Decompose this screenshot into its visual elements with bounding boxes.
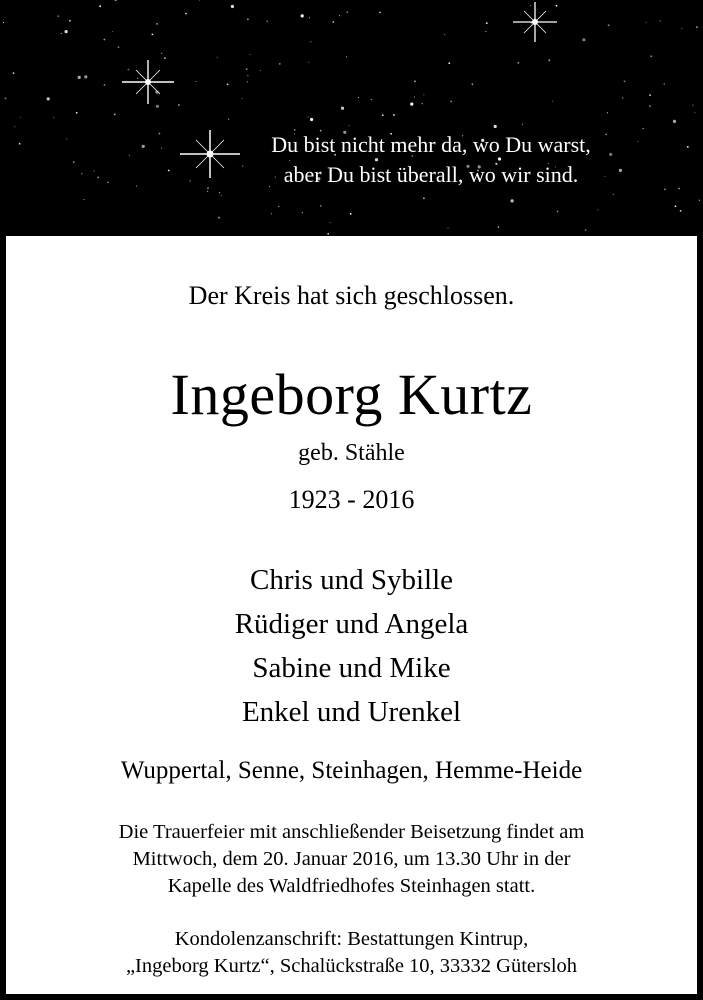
star-dot (371, 99, 372, 100)
star-dot (301, 14, 304, 17)
places-line: Wuppertal, Senne, Steinhagen, Hemme-Heide (120, 757, 583, 784)
star-dot (552, 101, 553, 102)
star-dot (94, 170, 95, 171)
star-dot (218, 217, 220, 219)
star-dot (622, 98, 623, 99)
star-dot (14, 126, 15, 127)
service-line-1: Die Trauerfeier mit anschließender Beisetzung findet am (118, 821, 585, 843)
star-dot (410, 103, 413, 106)
star-dot (556, 5, 558, 7)
star-dot (692, 105, 693, 106)
star-dot (450, 101, 452, 103)
star-dot (76, 112, 78, 114)
star-dot (247, 75, 248, 76)
star-dot (247, 18, 249, 20)
star-dot (73, 161, 75, 163)
star-dot (346, 56, 347, 57)
star-dot (207, 191, 208, 192)
star-dot (444, 34, 445, 35)
star-dot (159, 133, 161, 135)
star-dot (137, 78, 138, 79)
star-dot (308, 62, 309, 63)
star-dot (650, 55, 652, 57)
star-dot (217, 57, 218, 58)
star-dot (379, 12, 381, 14)
star-dot (649, 94, 651, 96)
star-dot (152, 34, 154, 36)
star-dot (53, 117, 54, 118)
star-dot (127, 69, 129, 71)
star-dot (164, 57, 166, 59)
star-dot (271, 213, 272, 214)
star-dot (472, 83, 474, 85)
starfield-graphic (0, 0, 703, 236)
star-dot (485, 31, 486, 32)
sparkle-star-large (122, 60, 174, 104)
star-dot (69, 20, 71, 22)
star-dot (81, 173, 82, 174)
star-dot (20, 117, 21, 118)
star-dot (136, 186, 137, 187)
star-dot (678, 188, 680, 190)
star-dot (673, 120, 676, 123)
star-dot (227, 84, 229, 86)
quote-line-2: aber Du bist überall, wo wir sind. (283, 162, 579, 187)
star-dot (664, 189, 666, 191)
star-dot (530, 5, 531, 6)
intro-text: Der Kreis hat sich geschlossen. (188, 281, 515, 310)
star-dot (266, 20, 268, 22)
star-dot (447, 228, 448, 229)
star-dot (696, 26, 698, 28)
star-dot (341, 107, 344, 110)
star-dot (3, 22, 4, 23)
night-sky-banner (0, 0, 703, 236)
star-dot (422, 103, 423, 104)
funeral-service-info (6, 819, 697, 900)
star-dot (681, 28, 682, 29)
star-dot (114, 114, 116, 116)
maiden-name: geb. Stähle (298, 440, 405, 466)
star-dot (47, 97, 50, 100)
star-dot (61, 33, 62, 34)
star-dot (585, 229, 587, 231)
condolence-line-2: „Ingeborg Kurtz“, Schalückstraße 10, 33332 Gütersloh (125, 955, 578, 977)
star-dot (310, 118, 313, 121)
star-dot (557, 211, 559, 213)
star-dot (161, 148, 162, 149)
star-dot (694, 112, 695, 113)
star-dot (346, 11, 348, 13)
star-dot (185, 13, 187, 15)
star-dot (5, 98, 7, 100)
star-dot (66, 139, 67, 140)
star-dot (613, 194, 614, 195)
star-dot (260, 70, 261, 71)
star-dot (168, 170, 170, 172)
star-dot (246, 68, 248, 70)
star-dot (498, 226, 500, 228)
star-dot (142, 145, 145, 148)
quote-line-1: Du bist nicht mehr da, wo Du warst, (271, 132, 591, 157)
star-dot (112, 31, 113, 32)
star-dot (675, 205, 677, 207)
star-dot (624, 80, 626, 82)
star-dot (486, 22, 488, 24)
star-dot (339, 15, 340, 16)
obituary-panel (6, 236, 697, 994)
star-dot (350, 213, 352, 215)
star-dot (65, 30, 68, 33)
star-dot (107, 182, 109, 184)
condolence-address (6, 926, 697, 980)
star-dot (310, 41, 311, 42)
star-dot (249, 54, 250, 55)
quote-text (201, 130, 661, 190)
star-dot (308, 116, 309, 117)
star-dot (97, 177, 99, 179)
star-dot (393, 114, 395, 116)
sparkle-star-top-right (513, 2, 557, 42)
service-line-3: Kapelle des Waldfriedhofes Steinhagen statt. (167, 875, 536, 897)
star-dot (608, 24, 610, 26)
star-dot (302, 212, 303, 213)
star-dot (83, 199, 84, 200)
star-dot (649, 105, 651, 107)
star-dot (548, 59, 550, 61)
star-dot (115, 0, 117, 1)
star-dot (382, 114, 384, 116)
star-dot (332, 21, 334, 23)
star-dot (13, 72, 15, 74)
star-dot (247, 81, 248, 82)
star-dot (99, 5, 101, 7)
star-dot (104, 84, 106, 86)
mourner-line: Rüdiger und Angela (234, 608, 469, 640)
star-dot (414, 96, 415, 97)
star-dot (494, 125, 497, 128)
star-dot (687, 146, 689, 148)
star-dot (219, 192, 220, 193)
star-dot (646, 22, 647, 23)
star-dot (231, 5, 234, 8)
star-dot (221, 195, 222, 196)
star-dot (161, 53, 162, 54)
deceased-name: Ingeborg Kurtz (170, 362, 533, 427)
star-dot (57, 15, 59, 17)
star-dot (241, 98, 242, 99)
star-dot (190, 180, 191, 181)
star-dot (423, 197, 425, 199)
star-dot (660, 21, 661, 22)
star-dot (178, 104, 180, 106)
star-dot (196, 81, 197, 82)
star-dot (582, 38, 585, 41)
star-dot (664, 84, 665, 85)
mourner-line: Sabine und Mike (252, 652, 451, 684)
star-dot (199, 0, 200, 1)
star-dot (228, 119, 229, 120)
star-dot (156, 105, 159, 108)
mourner-line: Enkel und Urenkel (241, 696, 462, 728)
star-dot (597, 209, 598, 210)
star-dot (327, 233, 329, 235)
star-dot (349, 125, 350, 126)
star-dot (680, 210, 682, 212)
star-dot (118, 46, 120, 48)
mourner-line: Chris und Sybille (249, 564, 453, 596)
mourners-list (6, 558, 697, 734)
service-line-2: Mittwoch, dem 20. Januar 2016, um 13.30 Uhr in der (132, 848, 571, 870)
star-dot (448, 62, 450, 64)
star-dot (279, 63, 281, 65)
star-dot (522, 124, 523, 125)
condolence-line-1: Kondolenzanschrift: Bestattungen Kintrup, (174, 928, 529, 950)
star-dot (156, 23, 158, 25)
star-dot (320, 205, 322, 207)
star-dot (309, 17, 310, 18)
star-dot (510, 199, 513, 202)
star-dot (84, 75, 87, 78)
life-years: 1923 - 2016 (288, 485, 415, 514)
star-dot (358, 97, 359, 98)
star-dot (129, 155, 130, 156)
star-dot (330, 222, 331, 223)
star-dot (423, 94, 424, 95)
star-dot (699, 200, 700, 201)
star-dot (517, 62, 519, 64)
star-dot (19, 143, 21, 145)
star-dot (78, 76, 81, 79)
star-dot (278, 206, 279, 207)
star-dot (414, 81, 416, 83)
star-dot (643, 128, 644, 129)
star-dot (607, 112, 608, 113)
star-dot (104, 39, 106, 41)
